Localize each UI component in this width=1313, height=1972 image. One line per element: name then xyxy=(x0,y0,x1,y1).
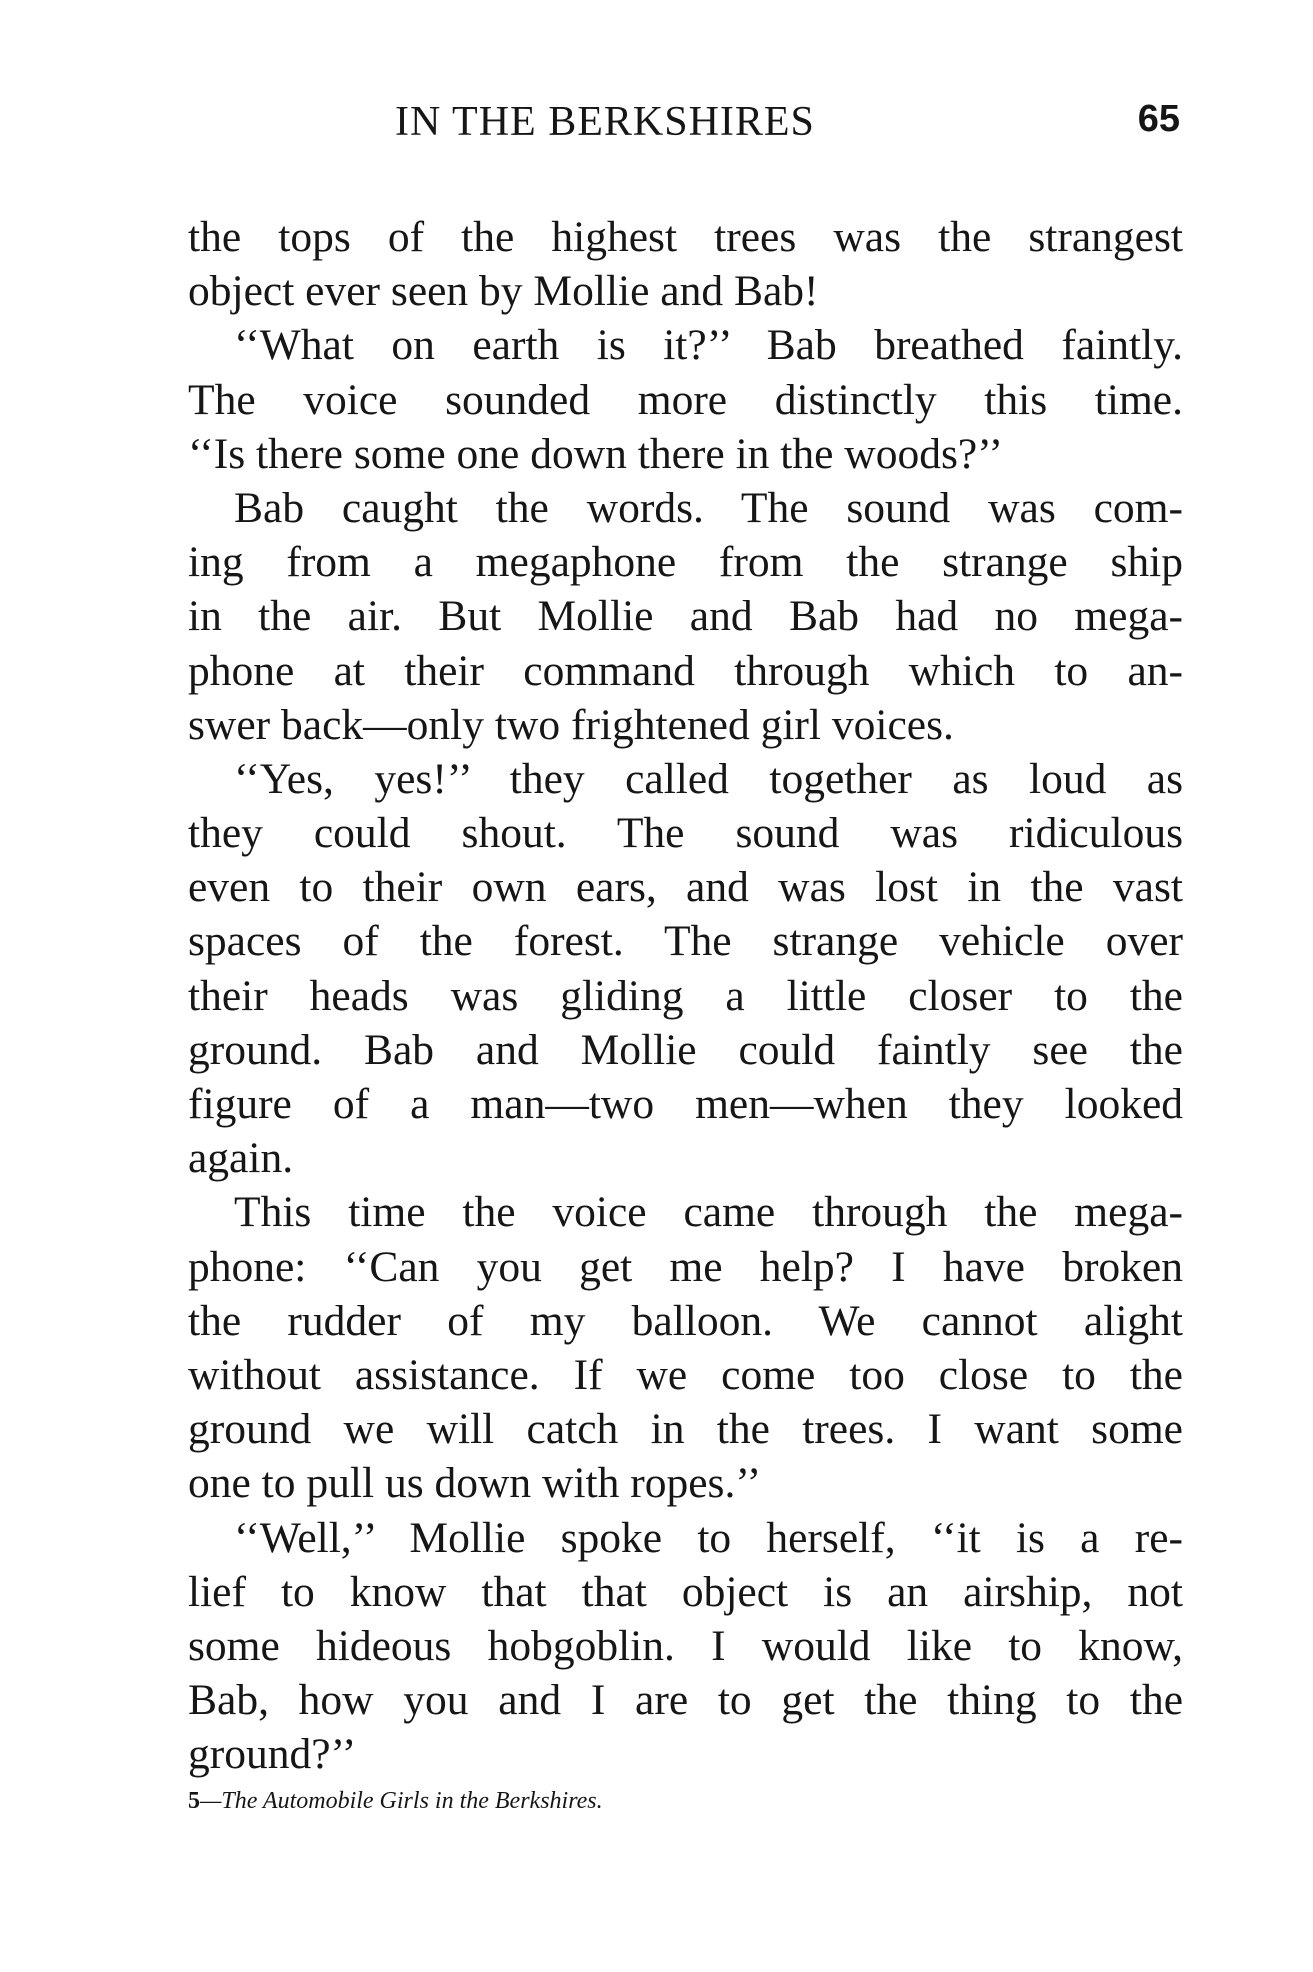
text-line: Bab, how you and I are to get the thing to the xyxy=(188,1676,1183,1725)
running-title: IN THE BERKSHIRES xyxy=(395,99,815,145)
text-line: ground?’’ xyxy=(188,1730,357,1779)
text-line: phone at their command through which to an- xyxy=(188,646,1183,695)
text-line: the rudder of my balloon. We cannot alight xyxy=(188,1296,1183,1345)
text-line: even to their own ears, and was lost in the vast xyxy=(188,863,1183,912)
text-line: lief to know that that object is an airship, not xyxy=(188,1567,1183,1616)
text-line: they could shout. The sound was ridiculous xyxy=(188,809,1183,858)
text-line: spaces of the forest. The strange vehicle over xyxy=(188,917,1183,966)
text-line: swer back—only two frightened girl voices. xyxy=(188,700,954,749)
text-line: their heads was gliding a little closer to the xyxy=(188,971,1183,1020)
text-line: Bab caught the words. The sound was com- xyxy=(234,483,1183,532)
text-line: one to pull us down with ropes.’’ xyxy=(188,1459,762,1508)
text-line: The voice sounded more distinctly this time. xyxy=(188,375,1183,424)
text-line: ground we will catch in the trees. I want some xyxy=(188,1405,1183,1454)
text-line: object ever seen by Mollie and Bab! xyxy=(188,267,819,316)
text-line: figure of a man—two men—when they looked xyxy=(188,1080,1183,1128)
text-line: the tops of the highest trees was the strangest xyxy=(188,213,1183,261)
text-line: ground. Bab and Mollie could faintly see the xyxy=(188,1025,1183,1074)
text-line: ‘‘Well,’’ Mollie spoke to herself, ‘‘it is a re- xyxy=(234,1513,1183,1562)
text-line: some hideous hobgoblin. I would like to know, xyxy=(188,1621,1183,1670)
text-line: phone: ‘‘Can you get me help? I have broken xyxy=(188,1242,1183,1291)
body-text xyxy=(188,210,1183,1781)
running-head xyxy=(190,98,1180,158)
text-line: in the air. But Mollie and Bab had no mega- xyxy=(188,592,1183,641)
text-line: without assistance. If we come too close to the xyxy=(188,1350,1183,1399)
text-line: ‘‘What on earth is it?’’ Bab breathed faintly. xyxy=(234,321,1183,370)
signature-title: —The Automobile Girls in the Berkshires. xyxy=(200,1788,603,1814)
text-line: This time the voice came through the mega- xyxy=(234,1188,1183,1237)
footer-signature xyxy=(188,1788,603,1815)
page-number: 65 xyxy=(1137,98,1180,140)
text-line: again. xyxy=(188,1134,294,1183)
signature-number: 5 xyxy=(188,1788,200,1814)
text-line: ‘‘Yes, yes!’’ they called together as loud as xyxy=(234,754,1183,803)
text-line: ing from a megaphone from the strange ship xyxy=(188,538,1183,587)
text-line: ‘‘Is there some one down there in the woods?’’ xyxy=(188,429,1003,478)
